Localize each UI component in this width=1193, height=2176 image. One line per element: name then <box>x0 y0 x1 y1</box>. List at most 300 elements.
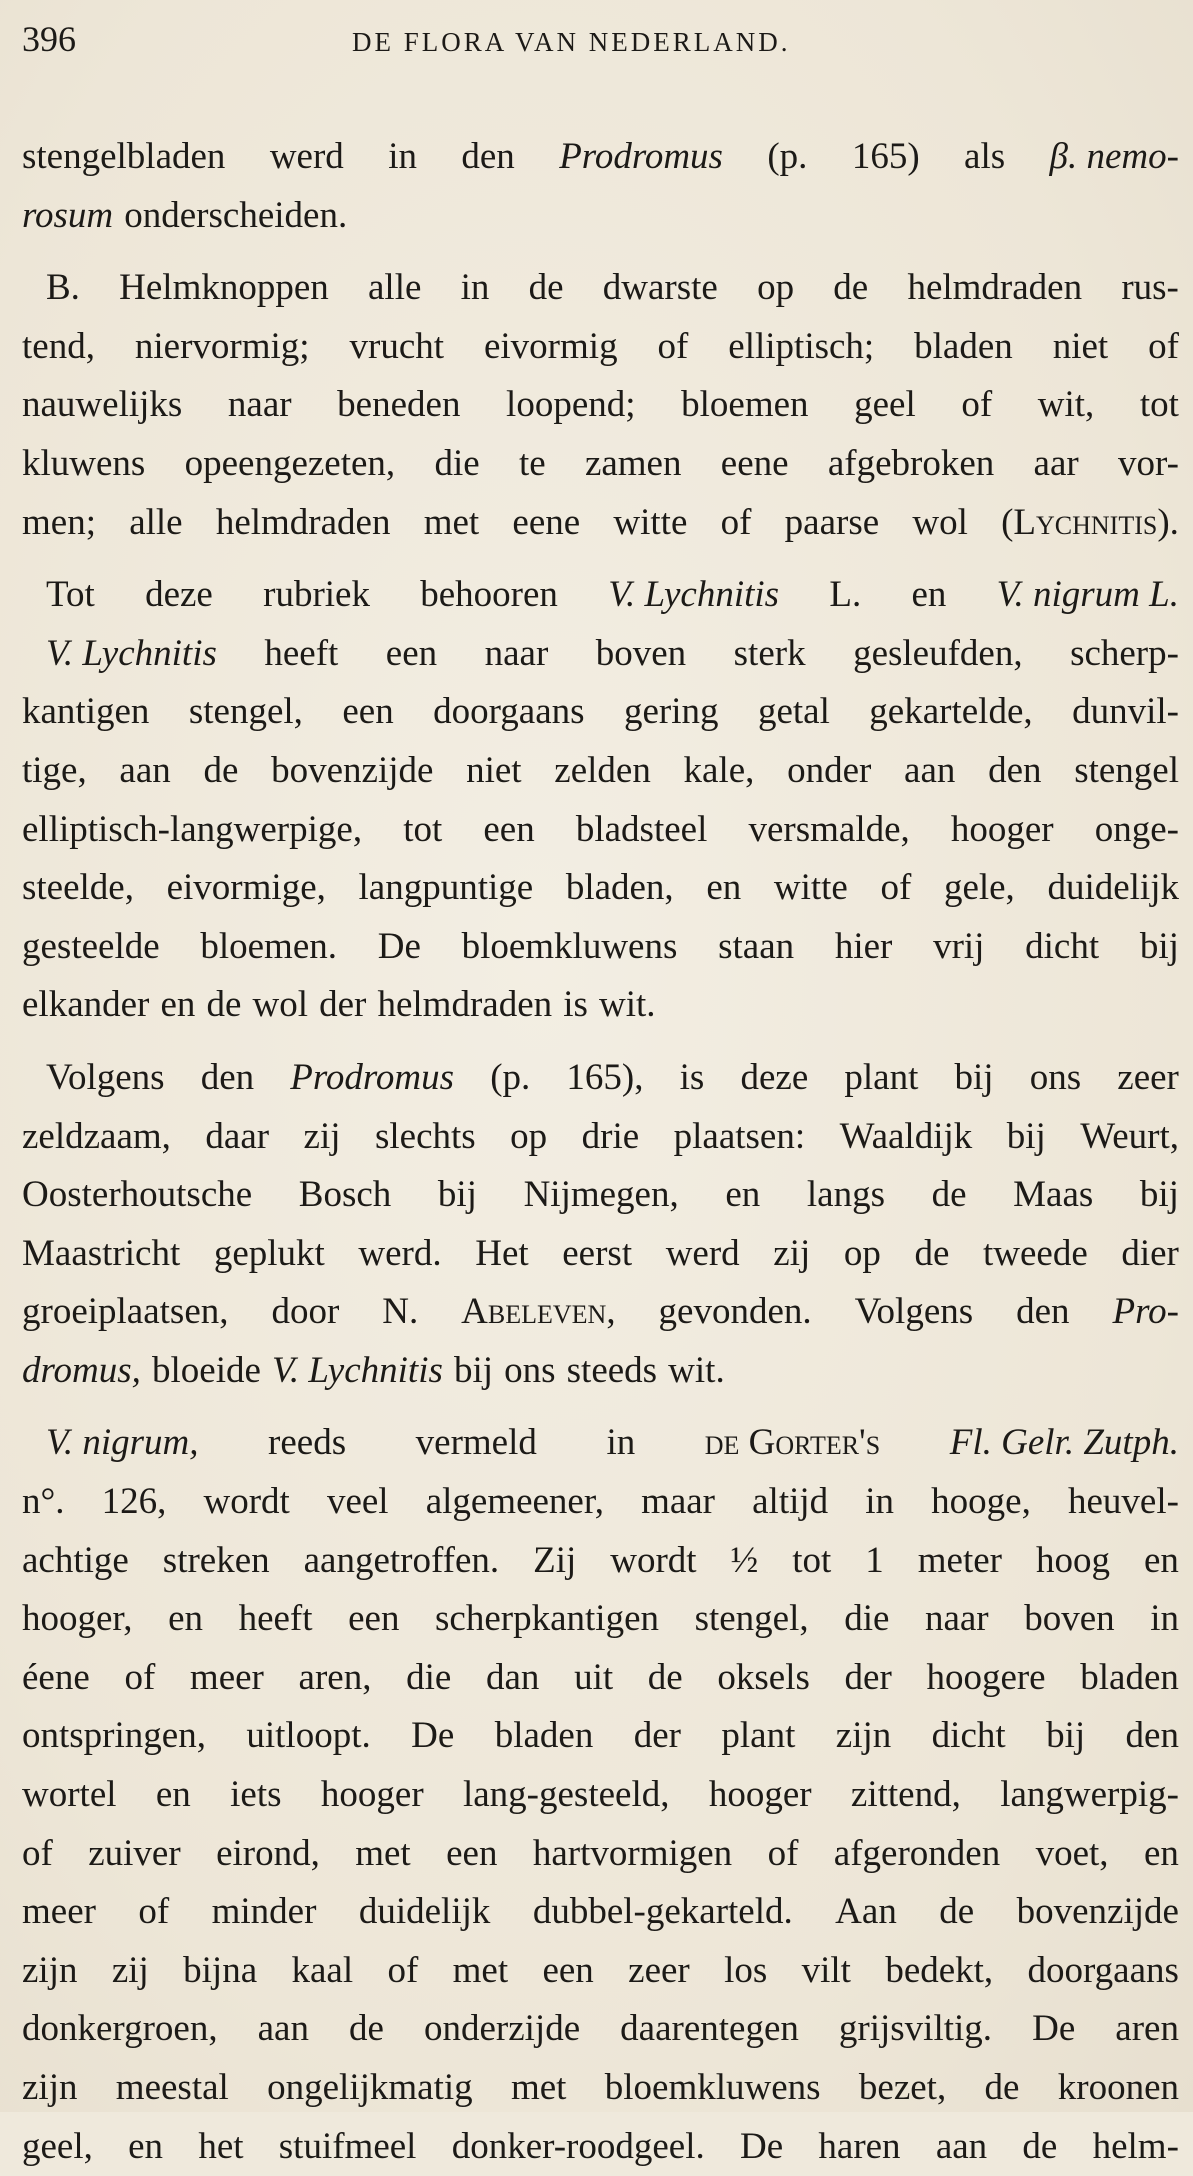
text-line <box>22 1342 1179 1401</box>
word: hier <box>834 925 893 967</box>
word: hooger <box>950 808 1054 850</box>
word: donkergroen, <box>22 2008 218 2050</box>
word: Bosch <box>298 1174 392 1216</box>
word: daarentegen <box>620 2008 799 2050</box>
word: kluwens <box>22 442 146 484</box>
word: (p. <box>490 1056 531 1098</box>
word: langpuntige <box>358 867 534 909</box>
word: en <box>128 2125 164 2167</box>
word: heuvel- <box>1067 1481 1179 1523</box>
word: sterk <box>733 632 806 674</box>
text-line <box>22 742 1179 801</box>
word: bovenzijde <box>271 749 434 791</box>
word: Nijmegen, <box>523 1174 679 1216</box>
word: Waaldijk <box>839 1115 973 1157</box>
word: zij <box>111 1949 149 1991</box>
word: achtige <box>22 1539 129 1581</box>
word: geel <box>854 384 916 426</box>
word: Volgens <box>46 1056 165 1098</box>
word: stengelbladen <box>22 136 226 177</box>
word: gesteelde <box>22 925 160 967</box>
word: (Lychnitis). <box>1001 501 1179 543</box>
word: bij <box>1046 1715 1086 1757</box>
word: den <box>461 136 515 177</box>
word: steelde, <box>22 867 134 909</box>
text-line <box>22 1108 1179 1167</box>
word: boven <box>595 632 687 674</box>
word: witte <box>773 867 848 909</box>
word: of <box>767 1832 799 1874</box>
text-line <box>22 625 1179 684</box>
word: Prodromus <box>559 136 723 177</box>
word: de <box>528 267 564 309</box>
word: V. nigrum, <box>46 1422 199 1464</box>
word: eerst <box>562 1232 633 1274</box>
text-line <box>22 1883 1179 1942</box>
word: bijna <box>183 1949 258 1991</box>
word: reeds <box>268 1422 347 1464</box>
word: werd. <box>358 1232 442 1274</box>
word: werd <box>665 1232 740 1274</box>
word: bij <box>1139 925 1179 967</box>
word: wit. <box>599 984 656 1026</box>
word: V. nigrum L. <box>996 574 1179 616</box>
text-line <box>22 2118 1179 2176</box>
word: Maas <box>1013 1174 1094 1216</box>
text-line <box>22 1825 1179 1884</box>
word: elliptisch; <box>728 325 875 367</box>
word: dan <box>485 1656 540 1698</box>
word: kale, <box>683 749 755 791</box>
word: Tot <box>46 574 95 616</box>
word: helm- <box>1092 2125 1179 2167</box>
word: gering <box>623 691 719 733</box>
word: ongelijkmatig <box>267 2067 473 2108</box>
word: zijn <box>835 1715 892 1757</box>
word: dicht <box>931 1715 1006 1757</box>
running-head: DE FLORA VAN NEDERLAND. <box>352 27 791 57</box>
word: bladen <box>1080 1656 1179 1698</box>
word: te <box>518 442 546 484</box>
word: hoogere <box>926 1656 1046 1698</box>
word: meer <box>22 1891 96 1933</box>
word: op <box>843 1232 881 1274</box>
word: men; <box>22 501 96 543</box>
word: der <box>633 1715 681 1757</box>
word: kantigen <box>22 691 150 733</box>
word: 165) <box>851 136 920 177</box>
word: 1 <box>865 1539 884 1581</box>
word: de <box>203 749 239 791</box>
word: niet <box>1052 325 1109 367</box>
text-line <box>22 1473 1179 1532</box>
word: oksels <box>717 1656 810 1698</box>
word: in <box>460 267 490 309</box>
word: plaatsen: <box>673 1115 806 1157</box>
word: of <box>1148 325 1179 367</box>
word: plant <box>721 1715 796 1757</box>
text-line <box>22 683 1179 742</box>
word: tot <box>1139 384 1179 426</box>
word: streken <box>162 1539 270 1581</box>
text-line <box>22 1283 1179 1342</box>
word: doorgaans <box>433 691 585 733</box>
text-line <box>22 976 1179 1035</box>
word: wordt <box>203 1481 290 1523</box>
word: bladen, <box>565 867 674 909</box>
word: zij <box>773 1232 811 1274</box>
word: meter <box>917 1539 1002 1581</box>
body-text <box>22 128 1179 2176</box>
text-line <box>22 1942 1179 2001</box>
text-line <box>22 318 1179 377</box>
word: op <box>757 267 795 309</box>
word: Prodromus <box>290 1056 455 1098</box>
word: hooge, <box>931 1481 1031 1523</box>
word: dromus, <box>22 1349 141 1391</box>
word: bezet, <box>858 2067 947 2108</box>
word: in <box>1150 1598 1179 1640</box>
word: scherp- <box>1070 632 1179 674</box>
word: 165), <box>566 1056 644 1098</box>
word: β. nemo- <box>1049 136 1179 177</box>
word: daar <box>205 1115 270 1157</box>
word: n°. <box>22 1481 65 1523</box>
text-line <box>22 1707 1179 1766</box>
word: scherpkantigen <box>435 1598 659 1640</box>
word: gekartelde, <box>869 691 1033 733</box>
word: hartvormigen <box>532 1832 733 1874</box>
text-line <box>22 1766 1179 1825</box>
word: werd <box>269 136 344 177</box>
word: veel <box>326 1481 389 1523</box>
word: aren, <box>298 1656 372 1698</box>
word: in <box>606 1422 636 1464</box>
word: bloemen <box>681 384 809 426</box>
word: V. Lychnitis <box>46 632 217 674</box>
word: naar <box>227 384 292 426</box>
word: kaal <box>291 1949 354 1991</box>
word: aan <box>935 2125 988 2167</box>
word: V. Lychnitis <box>608 574 780 616</box>
word: slechts <box>374 1115 476 1157</box>
word: bij <box>453 1349 494 1391</box>
word: of <box>22 1832 53 1874</box>
word: de <box>647 1656 683 1698</box>
word: en <box>706 867 742 909</box>
word: getal <box>757 691 830 733</box>
word: stengel, <box>188 691 303 733</box>
word: en <box>1143 1832 1179 1874</box>
word: een <box>542 1949 594 1991</box>
word: N. <box>382 1291 419 1333</box>
word: bij <box>1006 1115 1046 1157</box>
text-line <box>22 859 1179 918</box>
word: haren <box>818 2125 901 2167</box>
word: met <box>355 1832 411 1874</box>
text-line <box>22 918 1179 977</box>
word: is <box>563 984 588 1026</box>
word: elliptisch-langwerpige, <box>22 808 363 850</box>
word: uitloopt. <box>246 1715 371 1757</box>
word: tot <box>792 1539 832 1581</box>
word: boven <box>1024 1598 1115 1640</box>
word: stengel, <box>694 1598 809 1640</box>
word: afgebroken <box>827 442 995 484</box>
word: Helmknoppen <box>119 267 329 309</box>
word: paarse <box>784 501 880 543</box>
word: 126, <box>101 1481 167 1523</box>
word: bladen <box>914 325 1013 367</box>
word: bij <box>437 1174 477 1216</box>
word: die <box>844 1598 890 1640</box>
word: helmdraden <box>215 501 391 543</box>
word: eene <box>512 501 581 543</box>
word: afgeronden <box>833 1832 1001 1874</box>
word: zijn <box>22 2067 78 2108</box>
word: aren <box>1115 2008 1179 2050</box>
word: het <box>198 2125 244 2167</box>
word: bij <box>1139 1174 1179 1216</box>
word: ontspringen, <box>22 1715 206 1757</box>
word: ½ <box>730 1539 759 1581</box>
word: steeds <box>566 1349 658 1391</box>
word: B. <box>46 267 80 309</box>
text-line <box>22 128 1179 187</box>
text-line <box>22 801 1179 860</box>
text-line <box>22 2000 1179 2059</box>
word: geplukt <box>213 1232 325 1274</box>
word: en <box>155 1774 191 1816</box>
word: dicht <box>1025 925 1100 967</box>
word: door <box>271 1291 340 1333</box>
word: vor- <box>1117 442 1179 484</box>
word: onder <box>787 749 872 791</box>
word: langs <box>806 1174 885 1216</box>
word: eirond, <box>216 1832 320 1874</box>
word: dubbel-gekarteld. <box>532 1891 793 1933</box>
word: wortel <box>22 1774 117 1816</box>
word: den <box>200 1056 255 1098</box>
word: ons <box>504 1349 556 1391</box>
word: niet <box>466 749 522 791</box>
word: en <box>168 1598 204 1640</box>
word: loopend; <box>506 384 636 426</box>
word: vrij <box>933 925 985 967</box>
word: of <box>138 1891 170 1933</box>
word: of <box>124 1656 156 1698</box>
word: den <box>988 749 1042 791</box>
word: Maastricht <box>22 1232 181 1274</box>
word: (p. <box>767 136 808 177</box>
word: de <box>914 1232 950 1274</box>
word: éene <box>22 1656 90 1698</box>
word: de <box>984 2067 1020 2108</box>
word: aar <box>1033 442 1079 484</box>
word: Abeleven, <box>461 1291 616 1333</box>
word: naar <box>924 1598 989 1640</box>
page-number: 396 <box>22 19 76 59</box>
word: aan <box>257 2008 309 2050</box>
word: elkander <box>22 984 150 1026</box>
word: een <box>446 1832 498 1874</box>
word: wit. <box>668 1349 725 1391</box>
text-line <box>22 1532 1179 1591</box>
word: en <box>1143 1539 1179 1581</box>
word: lang-gesteeld, <box>462 1774 670 1816</box>
text-line <box>22 2059 1179 2118</box>
word: altijd <box>752 1481 829 1523</box>
word: onge- <box>1094 808 1179 850</box>
word: de Gorter's <box>704 1422 881 1464</box>
word: nauwelijks <box>22 384 183 426</box>
word: aan <box>119 749 171 791</box>
word: bladsteel <box>575 808 708 850</box>
word: beneden <box>337 384 461 426</box>
word: de <box>206 984 242 1026</box>
word: aangetroffen. <box>303 1539 500 1581</box>
word: helmdraden <box>907 267 1083 309</box>
word: een <box>483 808 535 850</box>
word: een <box>385 632 438 674</box>
word: plant <box>844 1056 919 1098</box>
word: stengel <box>1074 749 1179 791</box>
word: dier <box>1121 1232 1179 1274</box>
word: hooger <box>320 1774 424 1816</box>
word: in <box>865 1481 895 1523</box>
word: bij <box>954 1056 994 1098</box>
word: die <box>406 1656 452 1698</box>
word: zuiver <box>88 1832 181 1874</box>
word: met <box>423 501 480 543</box>
word: heeft <box>264 632 339 674</box>
word: den <box>1125 1715 1179 1757</box>
word: eivormige, <box>166 867 326 909</box>
text-line <box>22 1649 1179 1708</box>
word: Weurt, <box>1080 1115 1179 1157</box>
word: tend, <box>22 325 95 367</box>
word: V. Lychnitis <box>272 1349 443 1391</box>
word: wol <box>912 501 968 543</box>
word: ons <box>1029 1056 1082 1098</box>
word: een <box>342 691 394 733</box>
word: of <box>880 867 912 909</box>
page-header <box>22 18 1179 68</box>
word: bloemkluwens <box>461 925 678 967</box>
word: of <box>387 1949 419 1991</box>
word: deze <box>740 1056 809 1098</box>
word: zeer <box>628 1949 690 1991</box>
word: helmdraden <box>377 984 553 1026</box>
word: kroonen <box>1057 2067 1179 2108</box>
word: opeengezeten, <box>184 442 396 484</box>
text-line <box>22 1166 1179 1225</box>
word: behooren <box>420 574 558 616</box>
word: zelden <box>554 749 651 791</box>
word: rubriek <box>263 574 370 616</box>
word: iets <box>230 1774 282 1816</box>
word: met <box>510 2067 567 2108</box>
word: der <box>319 984 367 1026</box>
word: alle <box>129 501 183 543</box>
text-line <box>22 187 1179 246</box>
word: geel, <box>22 2125 93 2167</box>
word: De <box>377 925 421 967</box>
word: Volgens <box>854 1291 974 1333</box>
word: stuifmeel <box>278 2125 417 2167</box>
word: uit <box>574 1656 614 1698</box>
word: gevonden. <box>658 1291 812 1333</box>
word: gele, <box>943 867 1015 909</box>
word: wol <box>252 984 309 1026</box>
word: groeiplaatsen, <box>22 1291 229 1333</box>
word: onderzijde <box>423 2008 581 2050</box>
word: met <box>452 1949 509 1991</box>
word: doorgaans <box>1027 1949 1179 1991</box>
word: rosum <box>22 194 114 236</box>
word: deze <box>145 574 213 616</box>
word: zij <box>303 1115 341 1157</box>
word: versmalde, <box>748 808 910 850</box>
word: niervormig; <box>134 325 310 367</box>
word: de <box>939 1891 975 1933</box>
word: de <box>1022 2125 1058 2167</box>
word: zeldzaam, <box>22 1115 171 1157</box>
text-line <box>22 566 1179 625</box>
word: tweede <box>982 1232 1088 1274</box>
text-line <box>22 1049 1179 1108</box>
word: meestal <box>115 2067 229 2108</box>
word: in <box>388 136 417 177</box>
word: Zij <box>533 1539 577 1581</box>
word: bloemkluwens <box>604 2067 821 2108</box>
word: een <box>348 1598 400 1640</box>
word: op <box>510 1115 548 1157</box>
word: zijn <box>22 1949 78 1991</box>
word: L. <box>829 574 862 616</box>
word: alle <box>368 267 422 309</box>
word: gesleufden, <box>853 632 1023 674</box>
word: hoog <box>1035 1539 1110 1581</box>
word: bedekt, <box>885 1949 994 1991</box>
word: tot <box>403 808 443 850</box>
word: vrucht <box>349 325 445 367</box>
word: drie <box>581 1115 640 1157</box>
word: is <box>679 1056 705 1098</box>
word: Het <box>475 1232 529 1274</box>
word: de <box>931 1174 967 1216</box>
word: de <box>833 267 869 309</box>
word: De <box>1032 2008 1076 2050</box>
word: Aan <box>835 1891 897 1933</box>
text-line <box>22 435 1179 494</box>
word: en <box>160 984 196 1026</box>
word: duidelijk <box>358 1891 491 1933</box>
word: en <box>725 1174 761 1216</box>
word: voet, <box>1035 1832 1109 1874</box>
word: naar <box>484 632 549 674</box>
word: eene <box>720 442 789 484</box>
text-line <box>22 1590 1179 1649</box>
word: of <box>720 501 752 543</box>
word: rus- <box>1121 267 1179 309</box>
word: der <box>844 1656 892 1698</box>
word: eivormig <box>483 325 618 367</box>
word: langwerpig- <box>1000 1774 1179 1816</box>
word: bovenzijde <box>1016 1891 1179 1933</box>
word: Oosterhoutsche <box>22 1174 253 1216</box>
word: hooger <box>708 1774 812 1816</box>
